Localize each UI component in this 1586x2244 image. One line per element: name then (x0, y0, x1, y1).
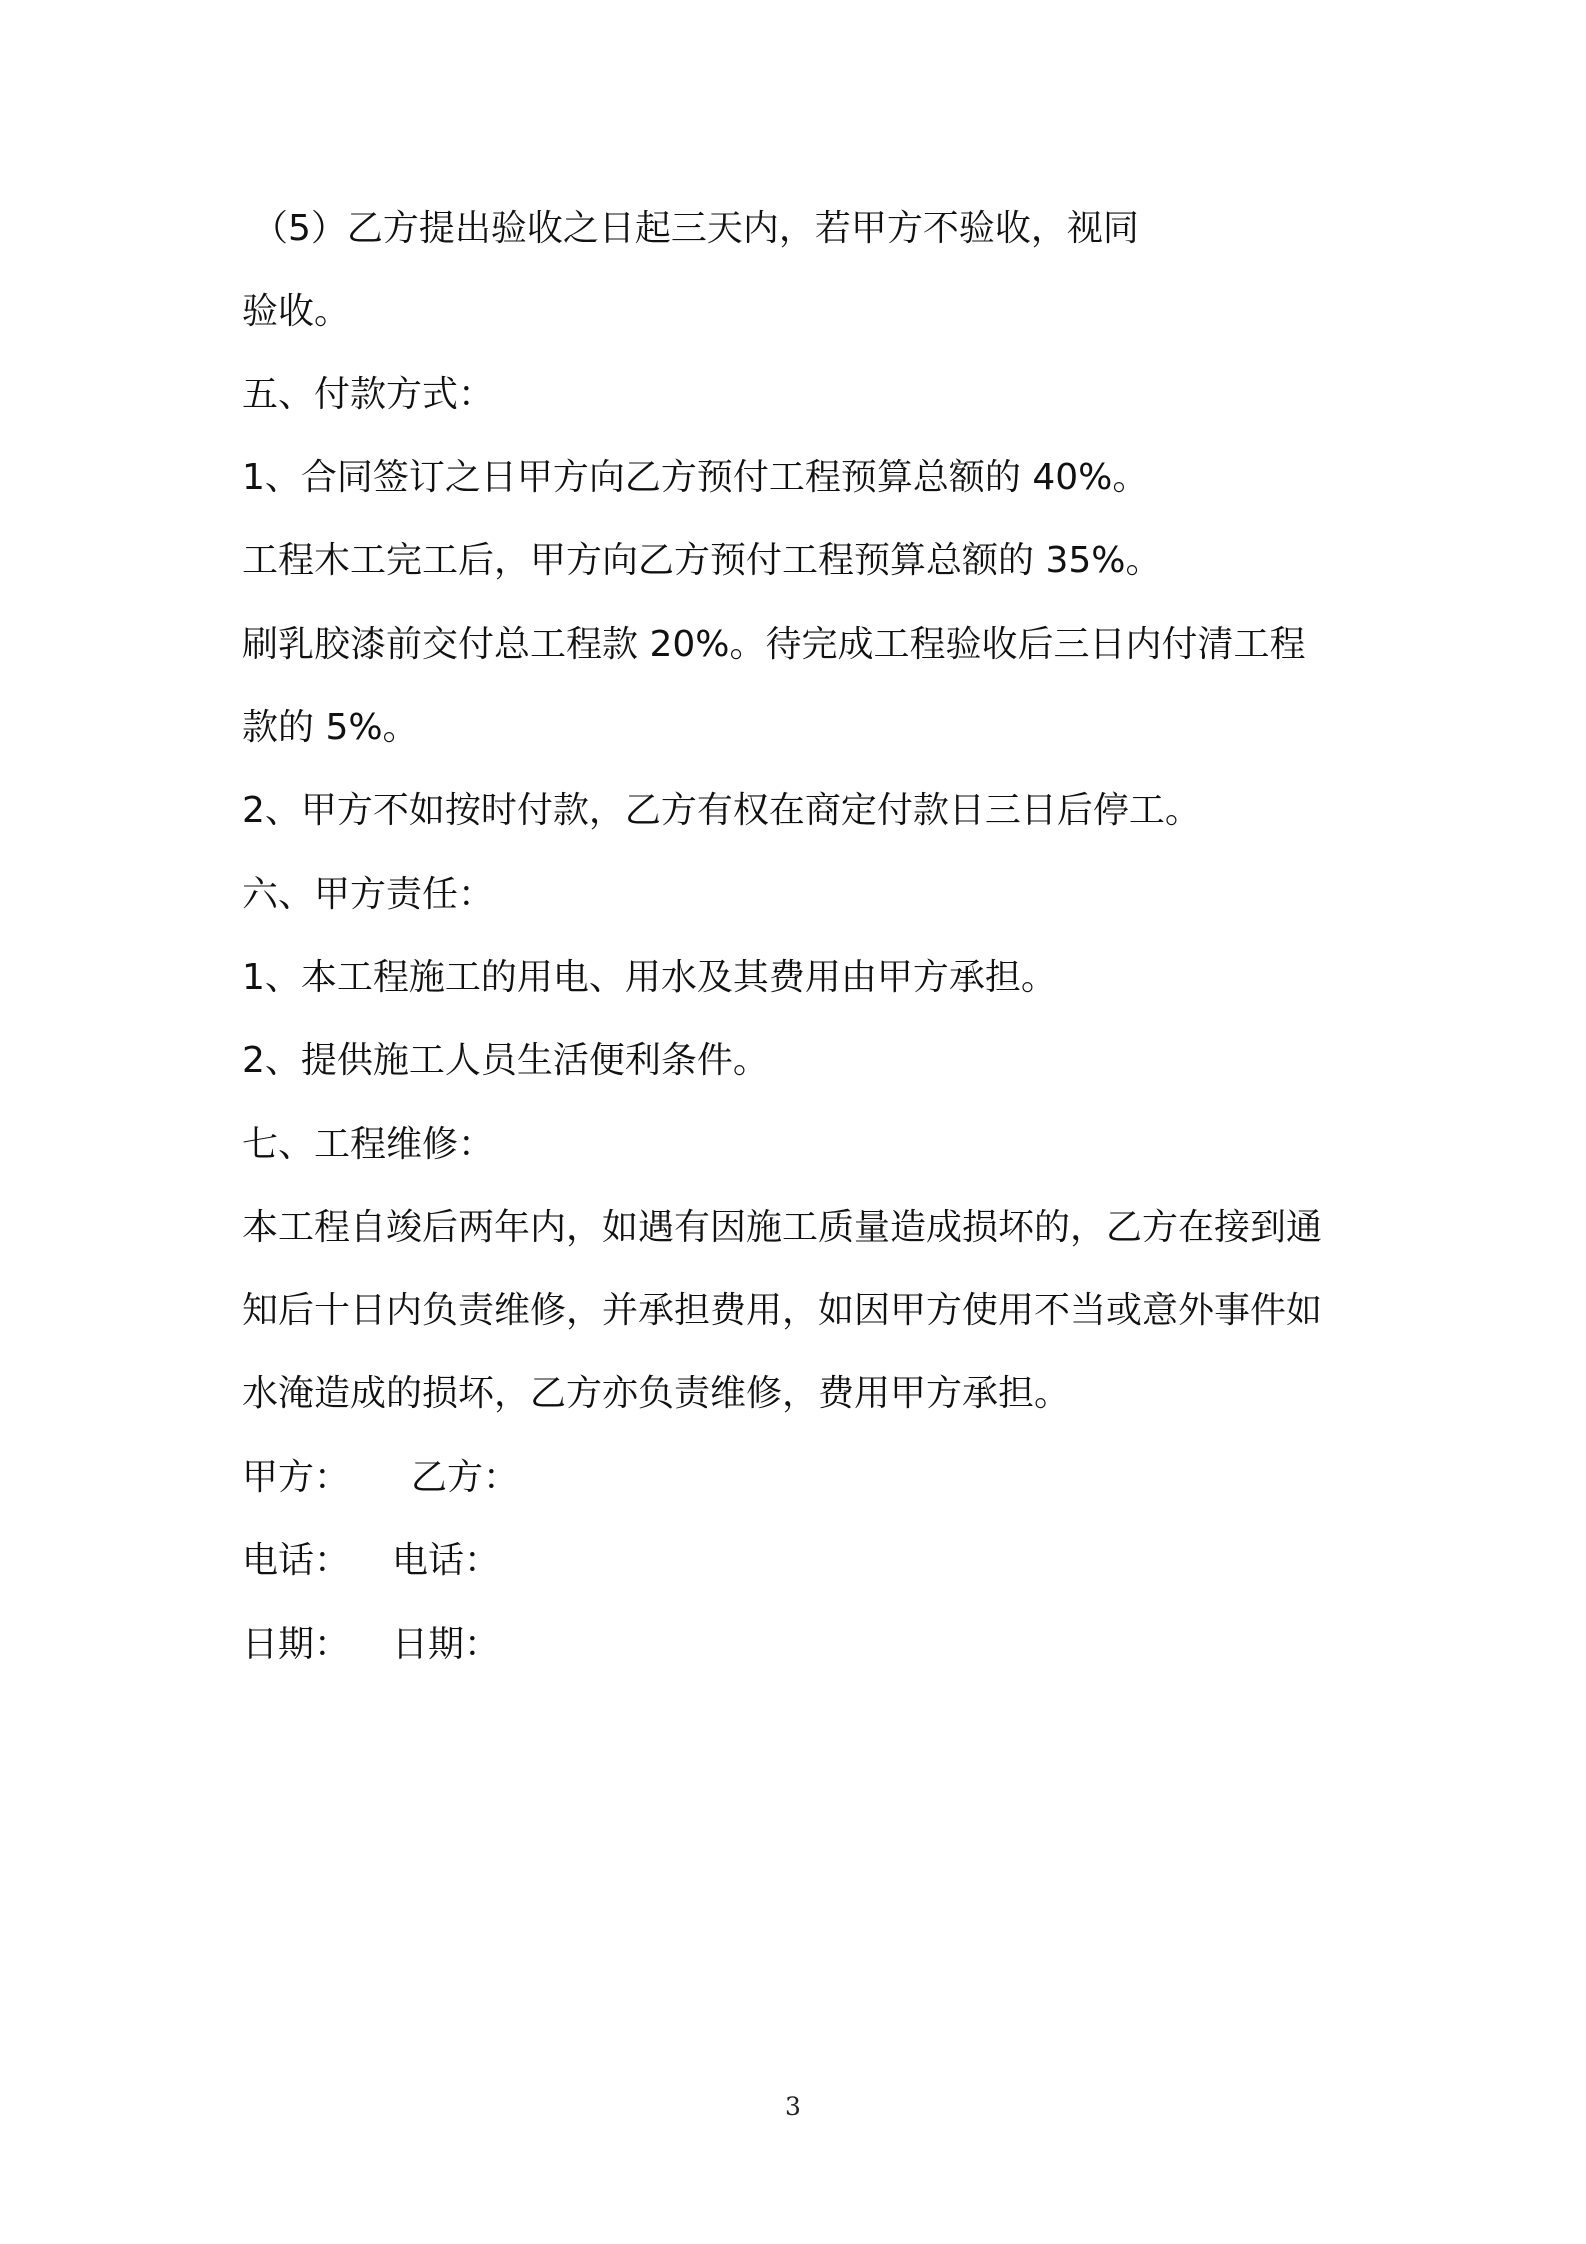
payment-paint-line-2: 款的 5%。 (242, 707, 419, 748)
party-b-label: 乙方： (411, 1457, 520, 1498)
party-b-date-label: 日期： (392, 1624, 501, 1665)
payment-paint-line-1: 刷乳胶漆前交付总工程款 20%。待完成工程验收后三日内付清工程 (242, 624, 1306, 665)
maintenance-text-line-1: 本工程自竣后两年内，如遇有因施工质量造成损坏的，乙方在接到通 (242, 1207, 1323, 1248)
party-a-duty-1: 1、本工程施工的用电、用水及其费用由甲方承担。 (242, 957, 1057, 998)
section-heading-party-a-duties: 六、甲方责任： (242, 874, 495, 915)
payment-item-1: 1、合同签订之日甲方向乙方预付工程预算总额的 40%。 (242, 457, 1149, 498)
section-heading-maintenance: 七、工程维修： (242, 1124, 495, 1165)
page-number: 3 (785, 2092, 801, 2121)
payment-woodwork-line: 工程木工完工后，甲方向乙方预付工程预算总额的 35%。 (242, 540, 1162, 581)
party-a-date-label: 日期： (242, 1624, 351, 1665)
clause-5-acceptance-line-1: （5）乙方提出验收之日起三天内，若甲方不验收，视同 (252, 208, 1139, 249)
party-a-phone-label: 电话： (242, 1540, 351, 1581)
party-a-label: 甲方： (242, 1457, 351, 1498)
party-b-phone-label: 电话： (392, 1540, 501, 1581)
clause-5-acceptance-line-2: 验收。 (242, 291, 351, 332)
party-a-duty-2: 2、提供施工人员生活便利条件。 (242, 1040, 769, 1081)
section-heading-payment: 五、付款方式： (242, 374, 495, 415)
maintenance-text-line-2: 知后十日内负责维修，并承担费用，如因甲方使用不当或意外事件如 (242, 1290, 1323, 1331)
payment-item-2: 2、甲方不如按时付款，乙方有权在商定付款日三日后停工。 (242, 790, 1201, 831)
maintenance-text-line-3: 水淹造成的损坏，乙方亦负责维修，费用甲方承担。 (242, 1373, 1071, 1414)
